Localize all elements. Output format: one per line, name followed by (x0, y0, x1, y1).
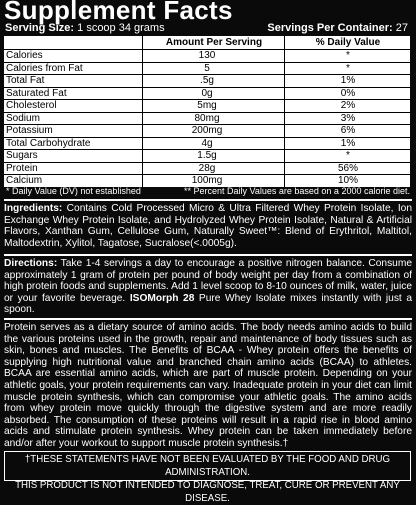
table-row (4, 125, 410, 138)
product-name: ISOMorph 28 (129, 292, 195, 304)
table-row (4, 138, 410, 151)
nutrient-name: Total Carbohydrate (6, 137, 91, 149)
nutrient-amount: 5mg (197, 100, 217, 111)
nutrient-dv: * (346, 50, 350, 61)
nutrient-dv: 2% (340, 100, 356, 111)
nutrient-dv: 3% (340, 112, 356, 124)
nutrient-amount: 130 (198, 50, 216, 61)
table-row (4, 75, 410, 88)
nutrient-dv: 10% (337, 175, 358, 186)
disclaimer-line-2: THIS PRODUCT IS NOT INTENDED TO DIAGNOSE, TREAT, CURE OR PREVENT ANY DISEASE. (15, 480, 400, 504)
serving-size-label: Serving Size: (5, 22, 75, 34)
nutrient-dv: * (346, 62, 350, 74)
footnote-calorie: ** Percent Daily Values are based on a 2000 calorie diet. (184, 186, 410, 196)
nutrient-name: Calories from Fat (6, 62, 83, 74)
nutrient-amount: 1.5g (197, 150, 217, 161)
table-row (4, 100, 410, 113)
nutrient-amount: 4g (201, 137, 213, 149)
directions-text: Directions: Take 1-4 servings a day to encourage a positive nitrogen balance. Consume approximately 1 gram of protein per pound of body weight per day from a combination of high protein foods and supplements. Add 1 level scoop to 8-10 ounces of milk, water, juice or your favorite beverage. ISOMorph 28 Pure Whey Isolate mixes instantly with just a spoon. (4, 258, 412, 316)
nutrient-dv: 1% (340, 75, 356, 86)
nutrient-amount: 0g (201, 87, 213, 99)
footnotes (6, 185, 410, 197)
nutrient-name: Calories (6, 50, 43, 61)
nutrient-name: Sugars (6, 150, 38, 161)
servings-per-container: Servings Per Container: 27 (267, 22, 408, 34)
nutrient-amount: 28g (198, 162, 216, 174)
directions-label: Directions: (4, 258, 58, 269)
nutrient-dv: 56% (337, 162, 358, 174)
table-row (4, 88, 410, 101)
page-title: Supplement Facts (4, 0, 233, 25)
nutrient-name: Calcium (6, 175, 43, 186)
table-header (4, 36, 410, 50)
nutrient-name: Potassium (6, 125, 53, 136)
table-row (4, 50, 410, 63)
table-row (4, 113, 410, 126)
ingredients-label: Ingredients: (4, 203, 63, 214)
divider (4, 318, 412, 320)
footnote-dv: * Daily Value (DV) not established (6, 186, 141, 196)
disclaimer-line-1: †THESE STATEMENTS HAVE NOT BEEN EVALUATED BY THE FOOD AND DRUG ADMINISTRATION. (24, 454, 391, 478)
serving-info (5, 21, 408, 35)
nutrient-amount: 100mg (191, 175, 223, 186)
ingredients-text: Ingredients: Contains Cold Processed Micro & Ultra Filtered Whey Protein Isolate, Ion Exchange Whey Protein Isolate, and Hydrolyzed Whey Protein Isolate, Natural & Artificial Flavors, Xanthan Gum, Cellulose Gum, Naturally Sweet™: Blend of Erythritol, Maltitol, Maltodextrin, Xylitol, Tagatose, Sucralose(<.0005g). (4, 203, 412, 249)
fda-disclaimer (4, 451, 411, 504)
nutrient-dv: 6% (340, 125, 356, 136)
divider (4, 199, 412, 201)
nutrient-amount: 200mg (191, 125, 223, 136)
amount-header: Amount Per Serving (165, 37, 263, 48)
nutrient-name: Total Fat (6, 75, 45, 86)
table-row (4, 63, 410, 76)
nutrient-dv: * (346, 150, 350, 161)
description-text: Protein serves as a dietary source of amino acids. The body needs amino acids to build the various proteins used in the growth, repair and maintenance of body tissues such as skin, bones and muscles. The Benefits of BCAA - Whey protein offers the benefits of supplying high nutritional value and branched chain amino acids (BCAA) to athletes. BCAA are essential amino acids, which are part of muscle protein. Depending on your athletic goals, your protein requirements can vary. Inadequate protein in your diet can limit muscle protein synthesis, which can compromise your athletic goals. The amino acids from whey protein move quickly through the digestive system and are more readily absorbed. The consumption of these proteins will result in a rapid rise in blood amino acids and stimulate protein synthesis. Whey protein can be taken immediately before and/or after your workout to support muscle protein synthesis.† (4, 322, 412, 449)
nutrient-amount: .5g (200, 75, 214, 86)
nutrition-table (4, 36, 410, 187)
dv-header: % Daily Value (315, 37, 381, 48)
nutrient-amount: 80mg (194, 112, 220, 124)
nutrient-dv: 1% (340, 137, 356, 149)
nutrient-amount: 5 (204, 62, 210, 74)
nutrient-dv: 0% (340, 87, 356, 99)
table-row (4, 163, 410, 176)
nutrient-name: Protein (6, 162, 38, 174)
divider (4, 254, 412, 256)
nutrient-name: Saturated Fat (6, 87, 67, 99)
serving-size-value: 1 scoop 34 grams (77, 22, 165, 34)
nutrient-name: Sodium (6, 112, 40, 124)
nutrient-name: Cholesterol (6, 100, 57, 111)
table-row (4, 150, 410, 163)
